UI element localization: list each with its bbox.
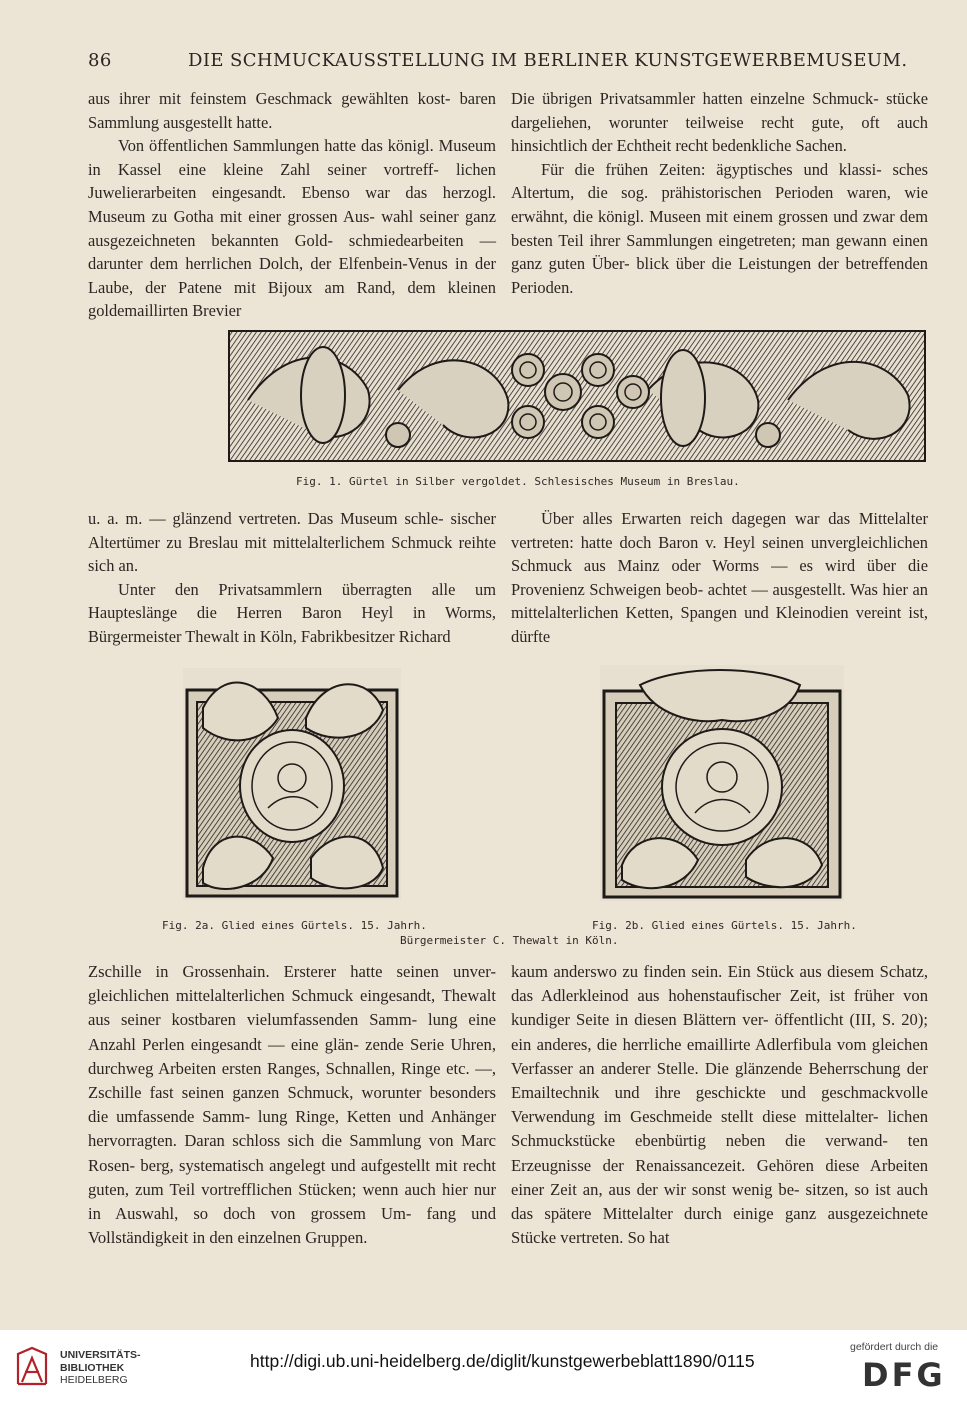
university-library-logo-icon xyxy=(12,1344,52,1390)
paragraph: Die übrigen Privatsammler hatten einzelne Schmuck- stücke dargeliehen, worunter teilweise recht gute, oft auch hinsichtlich der Echtheit recht bedenkliche Sachen. xyxy=(511,89,928,156)
figure-belt-engraving xyxy=(228,330,926,462)
paragraph: Unter den Privatsammlern überragten alle um Haupteslänge die Herren Baron Heyl in Worms, Bürgermeister Thewalt in Köln, Fabrikbesitzer Richard xyxy=(88,579,496,646)
belt-link-a-illustration xyxy=(183,668,401,900)
permalink-url[interactable]: http://digi.ub.uni-heidelberg.de/diglit/kunstgewerbeblatt1890/0115 xyxy=(250,1351,755,1371)
paragraph: Zschille in Grossenhain. Ersterer hatte seinen unver- gleichlichen mittelalterlichen Schmuck eingesandt, Thewalt aus seiner kostbaren vielumfassenden Samm- lung eine Anzahl Perlen eingesandt — eine glän- zende Serie Uhren, durchweg Arbeiten ersten Ranges, Schnallen, Ringe etc. —, Zschille fast seinen ganzen Schmuck, worunter besonders die umfassende Samm- lung Ringe, Ketten und Anhänger hervorragten. Daran schloss sich die Sammlung von Marc Rosen- berg, systematisch angelegt und aufgestellt mit recht guten, zum Teil vortrefflichen Stücken; wenn auch hier nur in Auswahl, so doch von grossem Um- fang und Vollständigkeit in den einzelnen Gruppen. xyxy=(88,962,496,1248)
column-right-middle xyxy=(511,507,928,649)
paragraph: u. a. m. — glänzend vertreten. Das Museum schle- sischer Altertümer zu Breslau mit mittelalterlichem Schmuck reihte sich an. xyxy=(88,509,496,576)
library-name-line: BIBLIOTHEK xyxy=(60,1361,125,1374)
belt-link-b-illustration xyxy=(600,665,844,901)
library-city-line: HEIDELBERG xyxy=(60,1374,128,1386)
paragraph: aus ihrer mit feinstem Geschmack gewählten kost- baren Sammlung ausgestellt hatte. xyxy=(88,89,496,132)
belt-ornament-illustration xyxy=(228,330,926,462)
paragraph: Von öffentlichen Sammlungen hatte das königl. Museum in Kassel eine kleine Zahl seiner vortreff- lichen Juwelierarbeiten eingesandt. Ebenso war das herzogl. Museum zu Gotha mit einer grossen Aus- wahl seiner ganz ausgezeichneten bekannten Gold- schmiedearbeiten — darunter dem herrlichen Dolch, der Elfenbein-Venus in der Laube, der Patene mit Bijoux am Rand, dem kleinen goldemaillirten Brevier xyxy=(88,136,496,321)
dfg-logo: DFG xyxy=(862,1356,946,1394)
column-right-bottom xyxy=(511,960,928,1250)
figure-1-caption: Fig. 1. Gürtel in Silber vergoldet. Schlesisches Museum in Breslau. xyxy=(296,475,740,488)
paragraph: Für die frühen Zeiten: ägyptisches und klassi- sches Altertum, die sog. prähistorischen Perioden waren, wie erwähnt, die königl. Museen mit einem grossen und zwar dem besten Teil ihrer Sammlungen eingetreten; man gewann einen ganz guten Über- blick über die Leistungen der betreffenden Perioden. xyxy=(511,159,928,297)
figure-belt-link-b xyxy=(600,665,844,901)
figure-2b-caption: Fig. 2b. Glied eines Gürtels. 15. Jahrh. xyxy=(592,919,857,932)
column-left-top xyxy=(88,87,496,323)
paragraph: kaum anderswo zu finden sein. Ein Stück aus diesem Schatz, das Adlerkleinod aus hohenstaufischer Zeit, ist früher von kundiger Seite in diesen Blättern ver- öffentlicht (III, S. 20); ein anderes, die herrliche emaillirte Adlerfibula vom gleichen Verfasser an anderer Stelle. Die glänzende Beherrschung der Emailtechnik und ihre geschickte und geschmackvolle Verwendung im Geschmeide stellt diese mittelalter- lichen Schmuckstücke ebenbürtig neben die verwand- ten Erzeugnisse der Renaissancezeit. Gehören diese Arbeiten einer Zeit an, aus der wir sonst wenig be- sitzen, so ist auch das spätere Mittelalter durch einige ganz ausgezeichnete Stücke vertreten. So hat xyxy=(511,962,928,1248)
university-library-name xyxy=(60,1349,141,1387)
figure-belt-link-a xyxy=(183,668,401,900)
column-left-bottom xyxy=(88,960,496,1250)
paragraph: Über alles Erwarten reich dagegen war das Mittelalter vertreten: hatte doch Baron v. Heyl seinen unvergleichlichen Schmuck aus Mainz oder Worms — es wird über die Provenienz Schweigen beob- achtet — ausgestellt. Was hier an mittelalterlichen Ketten, Spangen und Kleinodien vereint ist, dürfte xyxy=(511,509,928,646)
column-left-middle xyxy=(88,507,496,649)
library-name-line: UNIVERSITÄTS- xyxy=(60,1349,141,1361)
page-number: 86 xyxy=(88,50,112,71)
sponsor-note: gefördert durch die xyxy=(850,1341,939,1353)
figure-2a-caption: Fig. 2a. Glied eines Gürtels. 15. Jahrh. xyxy=(162,919,427,932)
running-title: DIE SCHMUCKAUSSTELLUNG IM BERLINER KUNSTGEWERBEMUSEUM. xyxy=(188,50,908,71)
column-right-top xyxy=(511,87,928,299)
running-header xyxy=(88,50,927,74)
figure-2-owner-caption: Bürgermeister C. Thewalt in Köln. xyxy=(400,934,619,947)
